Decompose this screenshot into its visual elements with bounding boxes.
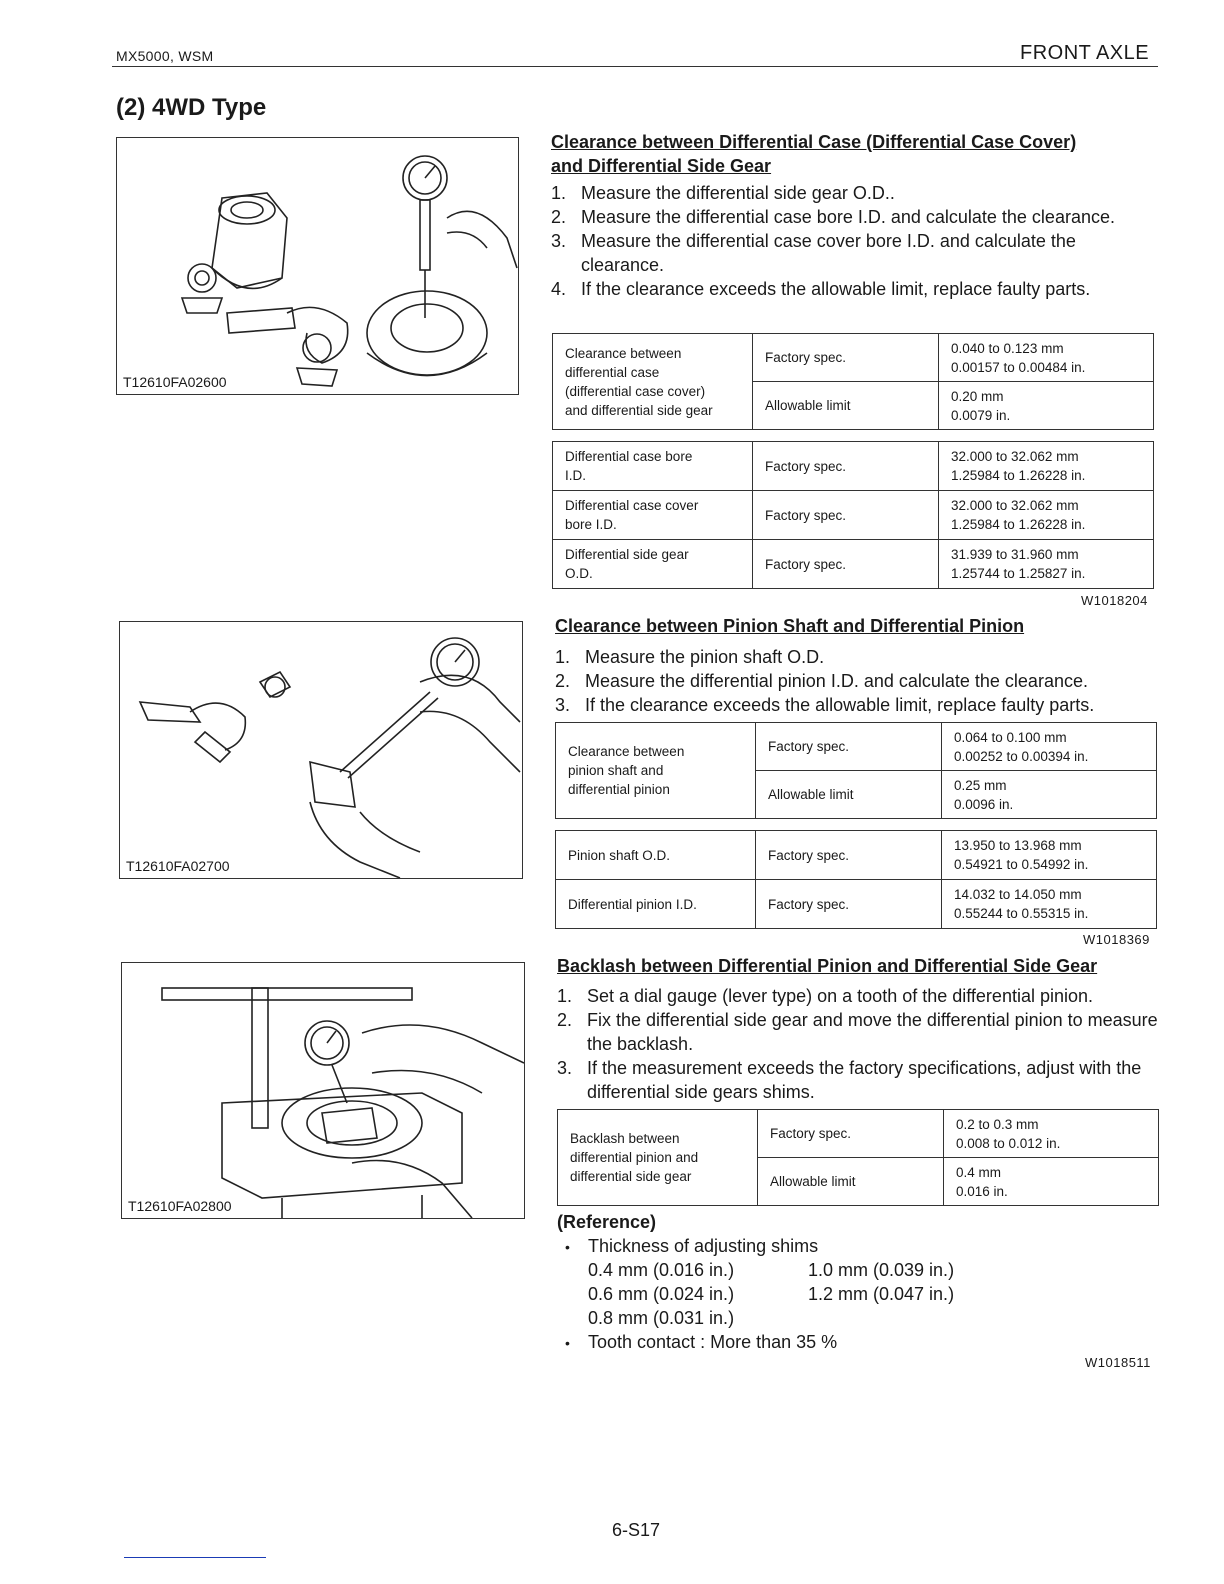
figure-3 [121, 962, 525, 1219]
step-item: 2. Fix the differential side gear and move the differential pinion to measure the backlash. [557, 1010, 1158, 1054]
spec-value: 32.000 to 32.062 mm 1.25984 to 1.26228 in. [939, 442, 1154, 491]
figure-3-label: T12610FA02800 [128, 1198, 232, 1214]
reference-bullet-2: Tooth contact : More than 35 % [588, 1332, 838, 1352]
spec-item: Clearance between differential case (differential case cover) and differential side gear [553, 334, 753, 430]
spec-item: Clearance between pinion shaft and differential pinion [556, 723, 756, 819]
spec-label: Allowable limit [758, 1158, 944, 1206]
step-item: 3. Measure the differential case cover bore I.D. and calculate the clearance. [551, 231, 1076, 275]
document-code-3: W1018511 [1085, 1355, 1151, 1370]
spec-value: 0.064 to 0.100 mm 0.00252 to 0.00394 in. [942, 723, 1157, 771]
figure-1 [116, 137, 519, 395]
step-item: 2. Measure the differential pinion I.D. and calculate the clearance. [555, 671, 1088, 691]
spec-value: 0.2 to 0.3 mm 0.008 to 0.012 in. [944, 1110, 1159, 1158]
spec-item: Differential case bore I.D. [553, 442, 753, 491]
spec-item: Differential case cover bore I.D. [553, 491, 753, 540]
shim-size: 0.6 mm (0.024 in.) [588, 1284, 735, 1304]
spec-table-2b [555, 830, 1157, 929]
figure-2-label: T12610FA02700 [126, 858, 230, 874]
figure-1-label: T12610FA02600 [123, 374, 227, 390]
spec-value: 0.4 mm 0.016 in. [944, 1158, 1159, 1206]
steps-1 [551, 181, 1157, 301]
steps-2 [555, 645, 1161, 717]
spec-value: 31.939 to 31.960 mm 1.25744 to 1.25827 in. [939, 540, 1154, 589]
spec-label: Factory spec. [756, 723, 942, 771]
step-item: 2. Measure the differential case bore I.D. and calculate the clearance. [551, 207, 1115, 227]
header-chapter: FRONT AXLE [1020, 42, 1150, 64]
step-item: 3. If the measurement exceeds the factory specifications, adjust with the differential side gears shims. [557, 1058, 1142, 1102]
topic-title-1-line1: Clearance between Differential Case (Differential Case Cover) [551, 132, 1077, 152]
reference-bullet-1: Thickness of adjusting shims [588, 1236, 819, 1256]
page-number: 6-S17 [612, 1520, 661, 1540]
figure-2 [119, 621, 523, 879]
step-item: 1. Measure the differential side gear O.D.. [551, 183, 895, 203]
topic-title-1-line2: and Differential Side Gear [551, 156, 772, 176]
step-item: 4. If the clearance exceeds the allowable limit, replace faulty parts. [551, 279, 1091, 299]
document-code-1: W1018204 [1081, 593, 1148, 608]
document-code-2: W1018369 [1083, 932, 1150, 947]
topic-title-2: Clearance between Pinion Shaft and Differential Pinion [555, 616, 1025, 636]
spec-item: Differential side gear O.D. [553, 540, 753, 589]
topic-title-1 [551, 130, 1161, 178]
bullet-icon: • [565, 1335, 570, 1351]
step-item: 1. Measure the pinion shaft O.D. [555, 647, 825, 667]
spec-label: Factory spec. [756, 831, 942, 880]
spec-label: Factory spec. [753, 540, 939, 589]
header-manual-id: MX5000, WSM [116, 48, 214, 64]
topic-title-3: Backlash between Differential Pinion and Differential Side Gear [557, 956, 1098, 976]
spec-value: 13.950 to 13.968 mm 0.54921 to 0.54992 in. [942, 831, 1157, 880]
shim-size: 1.2 mm (0.047 in.) [808, 1284, 955, 1304]
spec-table-2a [555, 722, 1157, 819]
spec-label: Factory spec. [758, 1110, 944, 1158]
spec-label: Factory spec. [753, 442, 939, 491]
spec-label: Allowable limit [756, 771, 942, 819]
footer-rule [124, 1557, 266, 1558]
spec-item: Pinion shaft O.D. [556, 831, 756, 880]
spec-value: 0.040 to 0.123 mm 0.00157 to 0.00484 in. [939, 334, 1154, 382]
shim-size: 1.0 mm (0.039 in.) [808, 1260, 955, 1280]
shim-size: 0.4 mm (0.016 in.) [588, 1260, 735, 1280]
spec-label: Factory spec. [753, 491, 939, 540]
spec-item: Differential pinion I.D. [556, 880, 756, 929]
spec-value: 0.20 mm 0.0079 in. [939, 382, 1154, 430]
spec-item: Backlash between differential pinion and differential side gear [558, 1110, 758, 1206]
spec-label: Allowable limit [753, 382, 939, 430]
differential-case-illustration [117, 138, 518, 394]
spec-table-1a [552, 333, 1154, 430]
bullet-icon: • [565, 1239, 570, 1255]
spec-label: Factory spec. [756, 880, 942, 929]
steps-3 [557, 984, 1163, 1104]
pinion-shaft-measurement-illustration [120, 622, 522, 878]
spec-value: 0.25 mm 0.0096 in. [942, 771, 1157, 819]
spec-label: Factory spec. [753, 334, 939, 382]
step-item: 3. If the clearance exceeds the allowable limit, replace faulty parts. [555, 695, 1095, 715]
section-title: (2) 4WD Type [116, 94, 267, 121]
spec-value: 32.000 to 32.062 mm 1.25984 to 1.26228 in. [939, 491, 1154, 540]
backlash-measurement-illustration [122, 963, 524, 1218]
spec-value: 14.032 to 14.050 mm 0.55244 to 0.55315 in. [942, 880, 1157, 929]
header-rule [112, 66, 1158, 67]
spec-table-1b [552, 441, 1154, 589]
spec-table-3 [557, 1109, 1159, 1206]
shim-size: 0.8 mm (0.031 in.) [588, 1308, 735, 1328]
reference-title: (Reference) [557, 1212, 657, 1232]
step-item: 1. Set a dial gauge (lever type) on a tooth of the differential pinion. [557, 986, 1094, 1006]
